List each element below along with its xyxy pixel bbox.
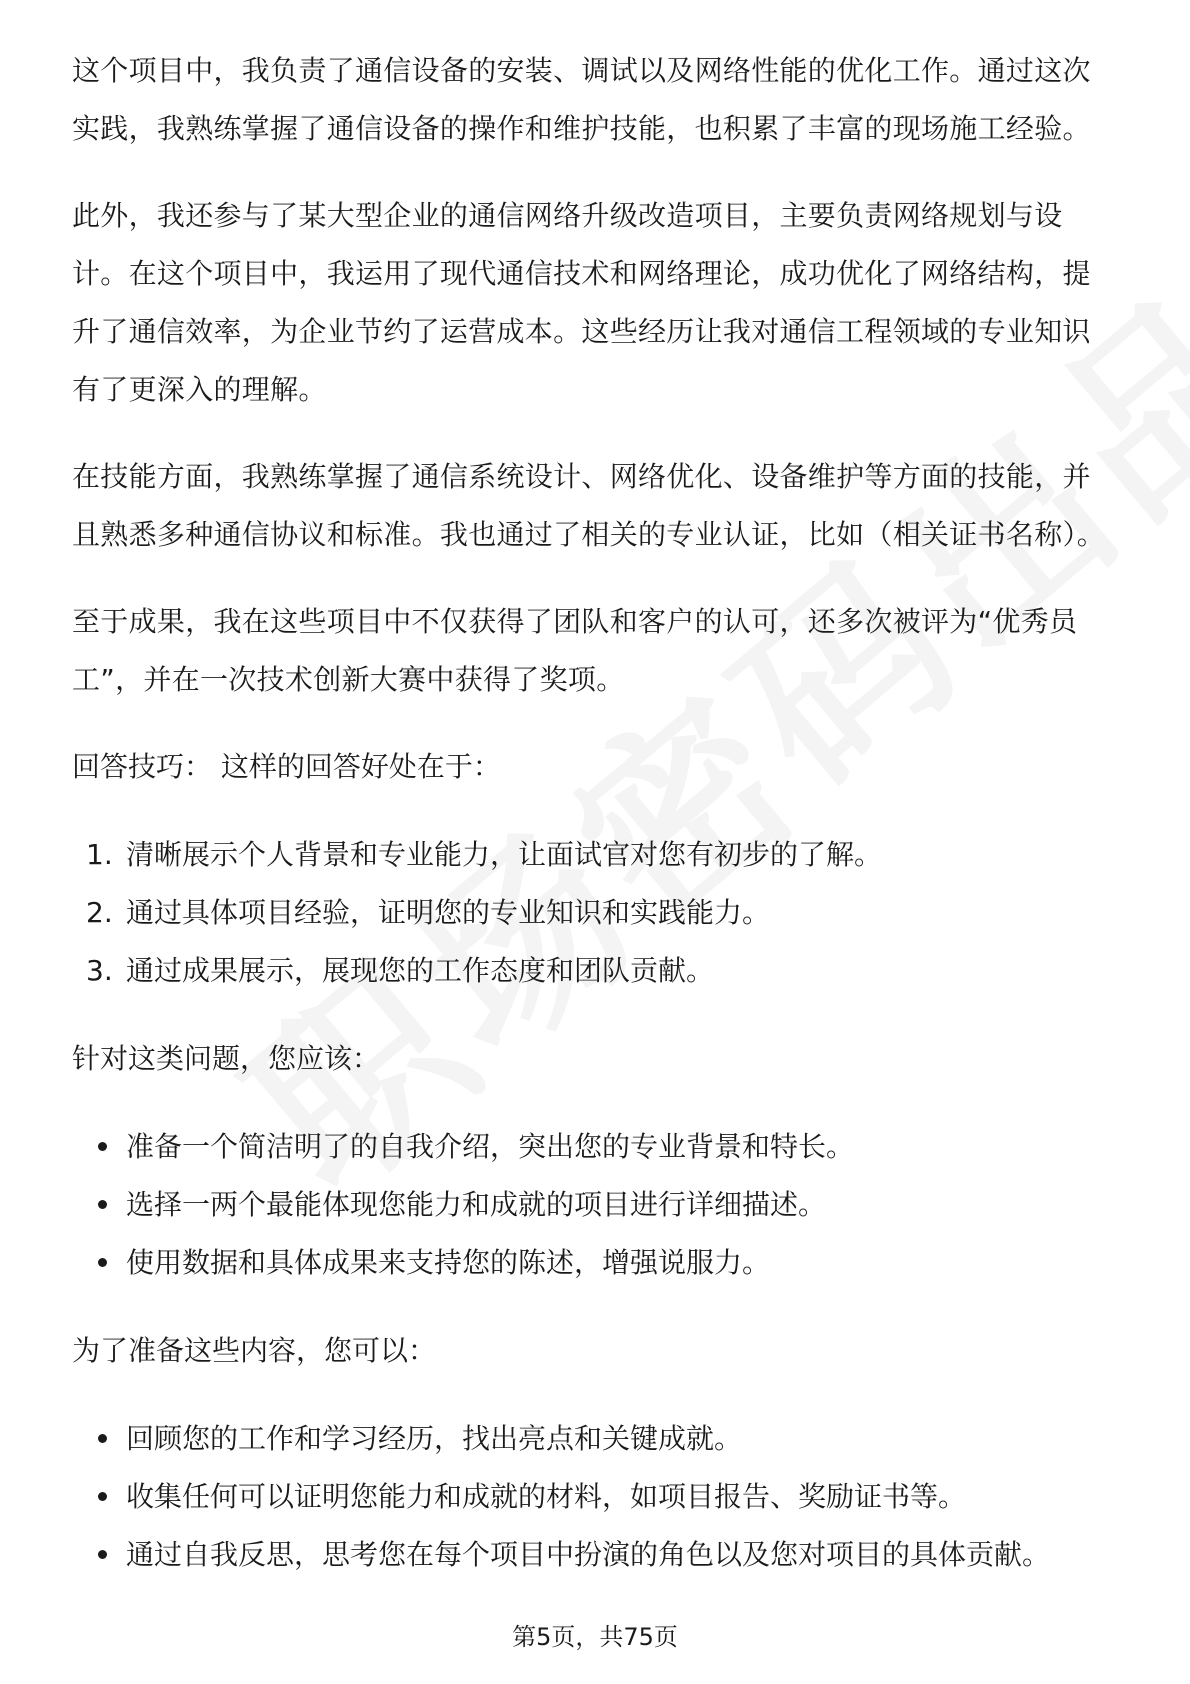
list-item [72, 1526, 1118, 1584]
list-item [72, 826, 1118, 884]
bullet-icon [98, 1258, 107, 1267]
list-item-text: 通过自我反思，思考您在每个项目中扮演的角色以及您对项目的具体贡献。 [126, 1538, 1051, 1571]
list-item-text: 通过具体项目经验，证明您的专业知识和实践能力。 [126, 896, 771, 929]
list-item [72, 1468, 1118, 1526]
list-item [72, 1410, 1118, 1468]
list-item [72, 1118, 1118, 1176]
bullet-icon [98, 1492, 107, 1501]
paragraph-project-work: 这个项目中，我负责了通信设备的安装、调试以及网络性能的优化工作。通过这次实践，我熟练掌握了通信设备的操作和维护技能，也积累了丰富的现场施工经验。 [72, 54, 1091, 145]
list-number: 2. [86, 896, 113, 929]
paragraph-skills: 在技能方面，我熟练掌握了通信系统设计、网络优化、设备维护等方面的技能，并且熟悉多种通信协议和标准。我也通过了相关的专业认证，比如（相关证书名称）。 [72, 460, 1106, 551]
list-item [72, 1234, 1118, 1292]
list-item [72, 884, 1118, 942]
list-item-text: 清晰展示个人背景和专业能力，让面试官对您有初步的了解。 [126, 838, 883, 871]
list-item [72, 1176, 1118, 1234]
list-item-text: 通过成果展示，展现您的工作态度和团队贡献。 [126, 954, 715, 987]
list-number: 1. [86, 838, 113, 871]
tips-heading: 回答技巧： 这样的回答好处在于： [72, 750, 501, 783]
list-item-text: 使用数据和具体成果来支持您的陈述，增强说服力。 [126, 1246, 771, 1279]
list-item-text: 回顾您的工作和学习经历，找出亮点和关键成就。 [126, 1422, 743, 1455]
advice-heading: 针对这类问题，您应该： [72, 1042, 381, 1075]
list-item-text: 收集任何可以证明您能力和成就的材料，如项目报告、奖励证书等。 [126, 1480, 967, 1513]
bullet-icon [98, 1434, 107, 1443]
list-item-text: 选择一两个最能体现您能力和成就的项目进行详细描述。 [126, 1188, 827, 1221]
document-page [72, 42, 1118, 1614]
bullet-icon [98, 1550, 107, 1559]
list-item-text: 准备一个简洁明了的自我介绍，突出您的专业背景和特长。 [126, 1130, 855, 1163]
bullet-icon [98, 1200, 107, 1209]
list-number: 3. [86, 954, 113, 987]
prepare-list [72, 1410, 1118, 1584]
advice-list [72, 1118, 1118, 1292]
tips-list [72, 826, 1118, 1000]
paragraph-network-upgrade: 此外，我还参与了某大型企业的通信网络升级改造项目，主要负责网络规划与设计。在这个项目中，我运用了现代通信技术和网络理论，成功优化了网络结构，提升了通信效率，为企业节约了运营成本。这些经历让我对通信工程领域的专业知识有了更深入的理解。 [72, 199, 1091, 406]
page-number-footer: 第5页，共75页 [512, 1623, 678, 1651]
paragraph-achievements: 至于成果，我在这些项目中不仅获得了团队和客户的认可，还多次被评为“优秀员工”，并在一次技术创新大赛中获得了奖项。 [72, 605, 1078, 696]
list-item [72, 942, 1118, 1000]
prepare-heading: 为了准备这些内容，您可以： [72, 1334, 437, 1367]
bullet-icon [98, 1142, 107, 1151]
